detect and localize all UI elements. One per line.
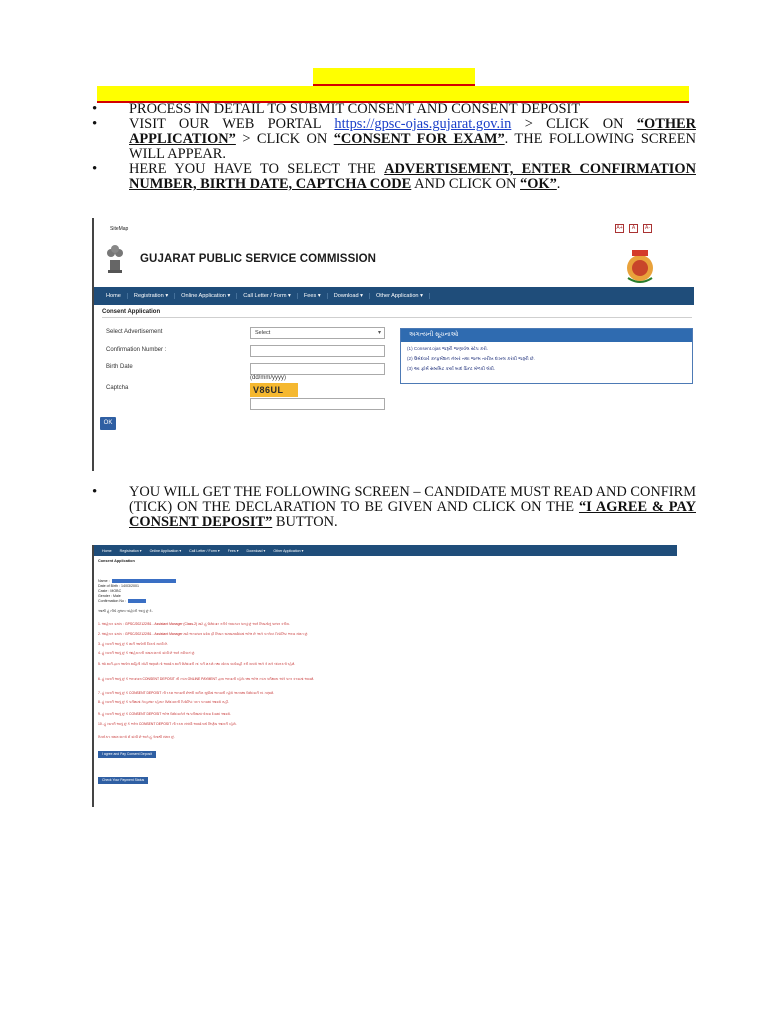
bold-text: “I AGREE & PAY CONSENT DEPOSIT” <box>129 499 696 530</box>
redacted-bar <box>128 599 146 603</box>
font-decrease-button[interactable]: A- <box>645 225 650 231</box>
confirmation-label: Confirmation Number : <box>106 347 167 353</box>
declaration-intro: આથી હું નીચે મુજબ બાંહેધરી આપું છું કે- <box>98 609 153 613</box>
nav-online-application[interactable]: Online Application ▾ <box>149 548 182 553</box>
instruction-item: (2) ઉમેદવારે કન્ફર્મેશન નંબર તથા જન્મ તારીખ દાખલ કરવી જરૂરી છે. <box>407 356 535 361</box>
redacted-bar <box>112 579 176 583</box>
declaration-item: 1. જાહેરાત ક્રમાંક : GPSC/202122/51 - Assistant Manager (Class-2) માટે હું ઉમેદવાર તરીકે લાયકાત ધરાવું છું અને નિયમોનું પાલન કરીશ. <box>98 622 290 626</box>
captcha-image: V86UL <box>250 383 298 397</box>
portal-link[interactable]: https://gpsc-ojas.gujarat.gov.in <box>334 116 512 132</box>
bullet-text: AND CLICK ON <box>411 176 521 192</box>
bold-text: “OTHER APPLICATION” <box>129 116 696 147</box>
font-increase-button[interactable]: A+ <box>616 225 623 231</box>
bullet-item <box>92 117 696 162</box>
bold-text: ADVERTISEMENT, ENTER CONFIRMATION NUMBER, BIRTH DATE, CAPTCHA CODE <box>129 161 696 192</box>
nav-fees[interactable]: Fees ▾ <box>298 293 328 299</box>
declaration-item: 5. જો મારી દ્વારા આપેલ માહિતી ખોટી જણાશે તો આયોગ મારી ઉમેદવારી રદ કરી શકશે તથા યોગ્ય કાર્યવાહી કરી શકશે અને તે મને બંધનકર્તા રહેશે. <box>98 662 296 666</box>
ok-button[interactable]: OK <box>100 417 116 430</box>
info-caste: Caste : MOBC <box>98 589 122 593</box>
chevron-down-icon: ▾ <box>377 330 381 336</box>
nav-call-letter[interactable]: Call Letter / Form ▾ <box>237 293 298 299</box>
bullet-text: . THE FOLLOWING SCREEN WILL APPEAR. <box>129 131 696 162</box>
declaration-item: 4. હું ખાતરી આપું છું કે જાહેરાતની તમામ શરતો વાંચી છે અને સ્વીકારું છું. <box>98 651 196 655</box>
bullet-text: HERE YOU HAVE TO SELECT THE <box>129 161 385 177</box>
confirmation-number-input[interactable] <box>250 345 385 357</box>
page-title: Consent Application <box>98 559 135 563</box>
instruction-item: (3) આ ફોર્મ સબમિટ કર્યા બાદ પ્રિન્ટ મેળવી લેવી. <box>407 366 496 371</box>
declaration-item: 7. હું ખાતરી આપું છું કે CONSENT DEPOSIT ની રકમ ભરવાની છેલ્લી તારીખ સુધીમાં ભરવાની રહેશે અન્યથા ઉમેદવારી રદ ગણાશે. <box>98 691 275 695</box>
top-strip <box>94 218 694 232</box>
font-normal-button[interactable]: A <box>629 224 638 233</box>
instruction-list <box>92 102 696 192</box>
nav-home[interactable]: Home <box>102 548 112 553</box>
info-name <box>98 579 176 584</box>
org-title: GUJARAT PUBLIC SERVICE COMMISSION <box>140 253 377 265</box>
check-payment-status-button[interactable]: Check Your Payment Status <box>98 777 148 784</box>
bullet-text: > CLICK ON <box>511 116 637 132</box>
info-gender: Gender : Male <box>98 594 121 598</box>
info-label: Confirmation No : <box>98 599 126 603</box>
declaration-item: 2. જાહેરાત ક્રમાંક : GPSC/202122/51 - Assistant Manager માટે ભરવાપાત્ર પ્રવેશ ફી નિયત સમયમર્યાદામાં ભરેલ છે અને કન્સેન્ટ ડિપોઝિટ ભરવા સંમત છું. <box>98 632 309 636</box>
advertisement-label: Select Advertisement <box>106 329 163 335</box>
nav-other-application[interactable]: Other Application ▾ <box>370 293 430 299</box>
instruction-list-2 <box>92 485 696 530</box>
national-emblem-icon <box>102 240 128 276</box>
nav-registration[interactable]: Registration ▾ <box>128 293 175 299</box>
nav-registration[interactable]: Registration ▾ <box>119 548 142 553</box>
date-format-hint: (dd/mm/yyyy) <box>250 375 286 381</box>
agree-pay-consent-button[interactable]: I agree and Pay Consent Deposit <box>98 751 156 758</box>
consent-form-screenshot <box>92 218 694 471</box>
declaration-item: 6. હું ખાતરી આપું છું કે ભરવાપાત્ર CONSENT DEPOSIT ની રકમ ONLINE PAYMENT દ્વારા ભરવાની રહેશે તથા ભરેલ રકમ પરીક્ષાના અંતે પરત કરવામાં આવશે. <box>98 677 315 681</box>
declaration-item: 8. હું ખાતરી આપું છું કે પરીક્ષામાં ગેરહાજર રહેનાર ઉમેદવારની ડિપોઝિટ પરત કરવામાં આવશે નહીં. <box>98 700 229 704</box>
nav-download[interactable]: Download ▾ <box>246 548 266 553</box>
bullet-text: VISIT OUR WEB PORTAL <box>129 116 335 132</box>
captcha-label: Captcha <box>106 385 129 391</box>
bullet-item <box>92 102 696 117</box>
advertisement-select[interactable] <box>250 327 385 339</box>
bold-text: “OK” <box>520 176 557 192</box>
declaration-item: 9. હું ખાતરી આપું છું કે CONSENT DEPOSIT ભરેલ ઉમેદવારોને જ પરીક્ષામાં બેસવા દેવામાં આવશે. <box>98 712 231 716</box>
select-value: Select <box>255 330 271 336</box>
nav-other-application[interactable]: Other Application ▾ <box>273 548 304 553</box>
divider <box>102 317 692 318</box>
nav-home[interactable]: Home <box>100 293 128 299</box>
highlight-bar-title <box>313 68 475 86</box>
nav-call-letter[interactable]: Call Letter / Form ▾ <box>189 548 220 553</box>
main-nav <box>94 545 677 556</box>
info-confirmation <box>98 599 146 604</box>
info-label: Name : <box>98 579 110 583</box>
declaration-statement: ઉપરોક્ત તમામ શરતો મેં વાંચી છે અને હું તેનાથી સંમત છું. <box>98 735 175 739</box>
instructions-panel <box>400 328 693 384</box>
info-dob: Date of Birth : 14/03/2001 <box>98 584 139 588</box>
page-title: Consent Application <box>102 309 161 315</box>
bullet-item <box>92 162 696 192</box>
consent-declaration-screenshot <box>92 545 677 807</box>
bullet-item <box>92 485 696 530</box>
bold-text: “CONSENT FOR EXAM” <box>333 131 505 147</box>
bullet-text: BUTTON. <box>272 514 338 530</box>
instructions-title: અગત્યની સૂચનાઓ <box>401 329 692 342</box>
main-nav <box>94 287 694 305</box>
nav-download[interactable]: Download ▾ <box>328 293 370 299</box>
declaration-item: 10. હું ખાતરી આપું છું કે ભરેલ CONSENT DEPOSIT ની રકમ સંબંધી આયોગનો નિર્ણય આખરી રહેશે. <box>98 722 237 726</box>
bullet-text: PROCESS IN DETAIL TO SUBMIT CONSENT AND CONSENT DEPOSIT <box>129 101 581 117</box>
instruction-item: (1) Consent.ojas જરૂરી જણાવેલ સ્ટેપ કરો. <box>407 346 489 351</box>
captcha-input[interactable] <box>250 398 385 410</box>
nav-fees[interactable]: Fees ▾ <box>227 548 239 553</box>
gpsc-logo-icon <box>622 248 658 284</box>
declaration-item: 3. હું ખાતરી આપું છું કે મારી આપેલી વિગતો સાચી છે. <box>98 642 169 646</box>
bullet-text: > CLICK ON <box>235 131 334 147</box>
sitemap-link[interactable]: SiteMap <box>110 226 129 232</box>
bullet-text: YOU WILL GET THE FOLLOWING SCREEN – CANDIDATE MUST READ AND CONFIRM (TICK) ON THE DECLARATION TO BE GIVEN AND CLICK ON THE <box>129 484 696 515</box>
nav-online-application[interactable]: Online Application ▾ <box>175 293 237 299</box>
bullet-text: . <box>556 176 561 192</box>
birth-date-label: Birth Date <box>106 364 133 370</box>
birth-date-input[interactable] <box>250 363 385 375</box>
